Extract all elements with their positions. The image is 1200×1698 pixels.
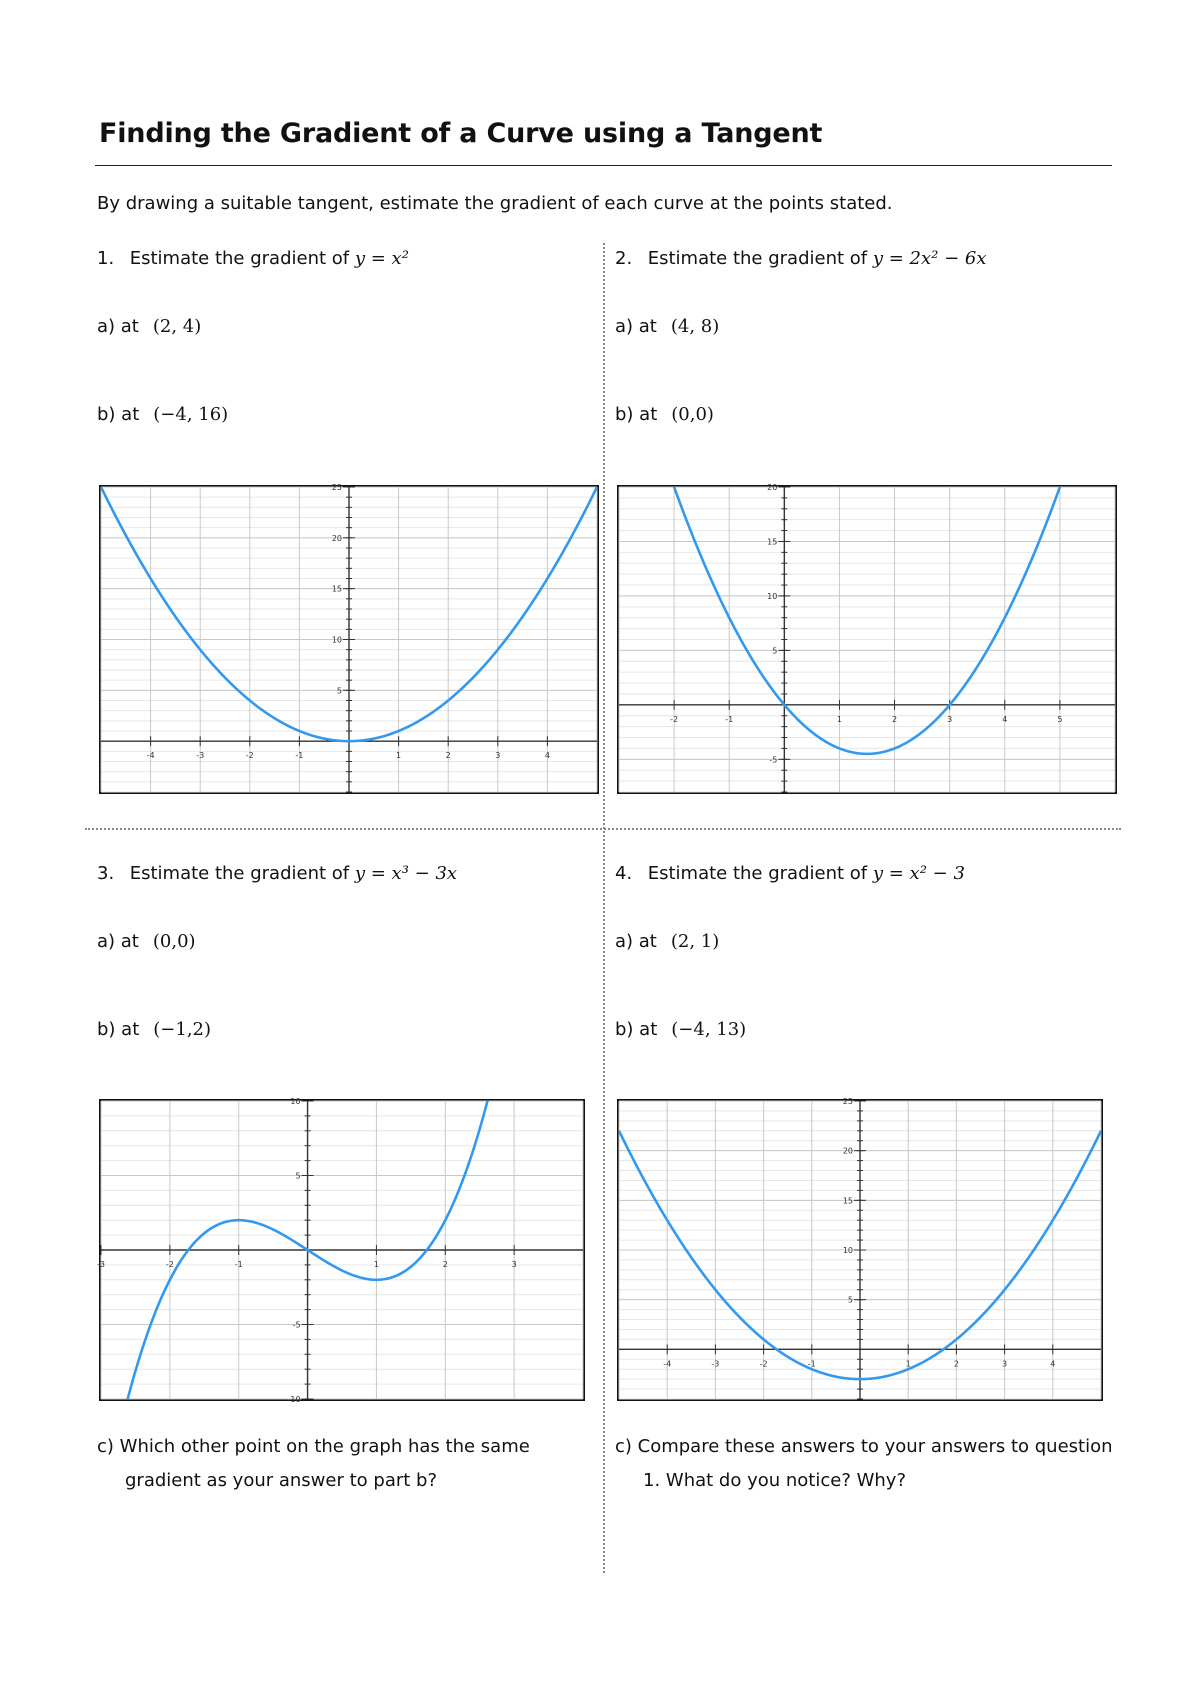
question-number: 1. [97,248,115,269]
x-tick-label: -3 [196,751,205,761]
point: (4, 8) [670,316,720,337]
graph-4 [617,1099,1103,1401]
x-tick-label: 3 [511,1260,517,1269]
question-3a [97,931,196,952]
y-tick-label: 5 [847,1295,853,1305]
question-2-prompt [615,248,987,269]
y-tick-label: 20 [767,483,778,492]
point: (0,0) [152,931,196,952]
x-tick-label: 2 [953,1359,959,1369]
x-tick-label: -1 [295,751,304,761]
page-title: Finding the Gradient of a Curve using a Tangent [99,118,823,149]
x-tick-label: -1 [725,714,734,724]
y-tick-label: 20 [331,533,342,543]
vertical-divider [603,243,605,1573]
x-tick-label: -4 [146,751,155,761]
question-3c [97,1430,587,1498]
question-4c-line1: c) Compare these answers to your answers to question [615,1436,1113,1457]
x-tick-label: -4 [663,1359,672,1369]
x-tick-label: 5 [1057,714,1063,724]
y-tick-label: 5 [772,646,778,656]
y-tick-label: -5 [769,755,778,765]
equation: y = 2x² − 6x [872,248,987,269]
x-tick-label: 3 [947,714,953,724]
part-label: b) at [615,404,658,425]
instructions: By drawing a suitable tangent, estimate the gradient of each curve at the points stated. [97,193,893,214]
part-label: b) at [97,1019,140,1040]
y-tick-label: 10 [290,1097,301,1106]
curve-line [619,313,1115,754]
question-text: Estimate the gradient of [129,863,350,884]
equation: y = x³ − 3x [354,863,458,884]
title-divider [95,165,1112,166]
x-tick-label: 2 [442,1260,448,1269]
horizontal-divider [85,828,1121,830]
x-tick-label: 1 [836,714,842,724]
question-3-prompt [97,863,457,884]
graph-4-svg [619,1097,1101,1399]
question-number: 4. [615,863,633,884]
x-tick-label: 3 [1002,1359,1008,1369]
question-3c-line1: c) Which other point on the graph has the same [97,1436,530,1457]
question-number: 2. [615,248,633,269]
x-tick-label: -1 [807,1359,816,1369]
x-tick-label: 2 [445,751,451,761]
y-tick-label: 10 [331,635,342,645]
question-3b [97,1019,211,1040]
y-tick-label: 15 [767,537,778,547]
y-tick-label: -5 [292,1320,301,1330]
question-text: Estimate the gradient of [129,248,350,269]
x-tick-label: 1 [905,1359,911,1369]
point: (0,0) [671,404,714,425]
graph-3 [97,1097,585,1404]
x-tick-label: -3 [711,1359,720,1369]
question-3c-line2: gradient as your answer to part b? [125,1470,438,1491]
question-4b [615,1019,746,1040]
point: (−4, 16) [153,404,229,425]
x-tick-label: 2 [892,714,898,724]
question-4-prompt [615,863,965,884]
x-tick-label: -1 [234,1260,243,1269]
point: (2, 1) [670,931,720,952]
y-tick-label: 20 [842,1146,853,1156]
question-4a [615,931,719,952]
question-4c [615,1430,1115,1498]
graph-1 [99,485,599,794]
x-tick-label: 3 [495,751,501,761]
equation: y = x² − 3 [872,863,965,884]
y-tick-label: -10 [287,1395,301,1404]
part-label: a) at [97,931,139,952]
part-label: b) at [97,404,140,425]
graph-2 [617,485,1117,794]
x-tick-label: -2 [165,1260,174,1269]
y-tick-label: 15 [331,584,342,594]
y-tick-label: 25 [331,483,342,492]
question-text: Estimate the gradient of [647,248,868,269]
y-tick-label: 25 [842,1097,853,1106]
x-tick-label: -2 [759,1359,768,1369]
x-tick-label: 4 [544,751,550,761]
point: (−4, 13) [671,1019,747,1040]
equation: y = x² [354,248,409,269]
y-tick-label: 10 [767,591,778,601]
point: (2, 4) [152,316,202,337]
question-1-prompt [97,248,409,269]
question-2a [615,316,719,337]
part-label: a) at [97,316,139,337]
question-number: 3. [97,863,115,884]
question-1b [97,404,228,425]
question-1a [97,316,201,337]
question-4c-line2: 1. What do you notice? Why? [643,1470,907,1491]
x-tick-label: -2 [670,714,679,724]
graph-1-svg [101,483,597,792]
x-tick-label: -2 [245,751,254,761]
part-label: a) at [615,316,657,337]
question-text: Estimate the gradient of [647,863,868,884]
part-label: a) at [615,931,657,952]
y-tick-label: 15 [842,1196,853,1206]
y-tick-label: 5 [336,686,342,696]
question-2b [615,404,714,425]
y-tick-label: 5 [295,1171,301,1181]
graph-3-svg [97,1097,583,1404]
y-tick-label: 10 [842,1246,853,1255]
point: (−1,2) [153,1019,212,1040]
x-tick-label: 1 [373,1260,379,1269]
x-tick-label: 1 [396,751,402,761]
x-tick-label: 4 [1002,714,1008,724]
x-tick-label: 4 [1050,1359,1056,1369]
part-label: b) at [615,1019,658,1040]
x-tick-label: -3 [97,1260,105,1269]
graph-2-svg [619,483,1115,792]
